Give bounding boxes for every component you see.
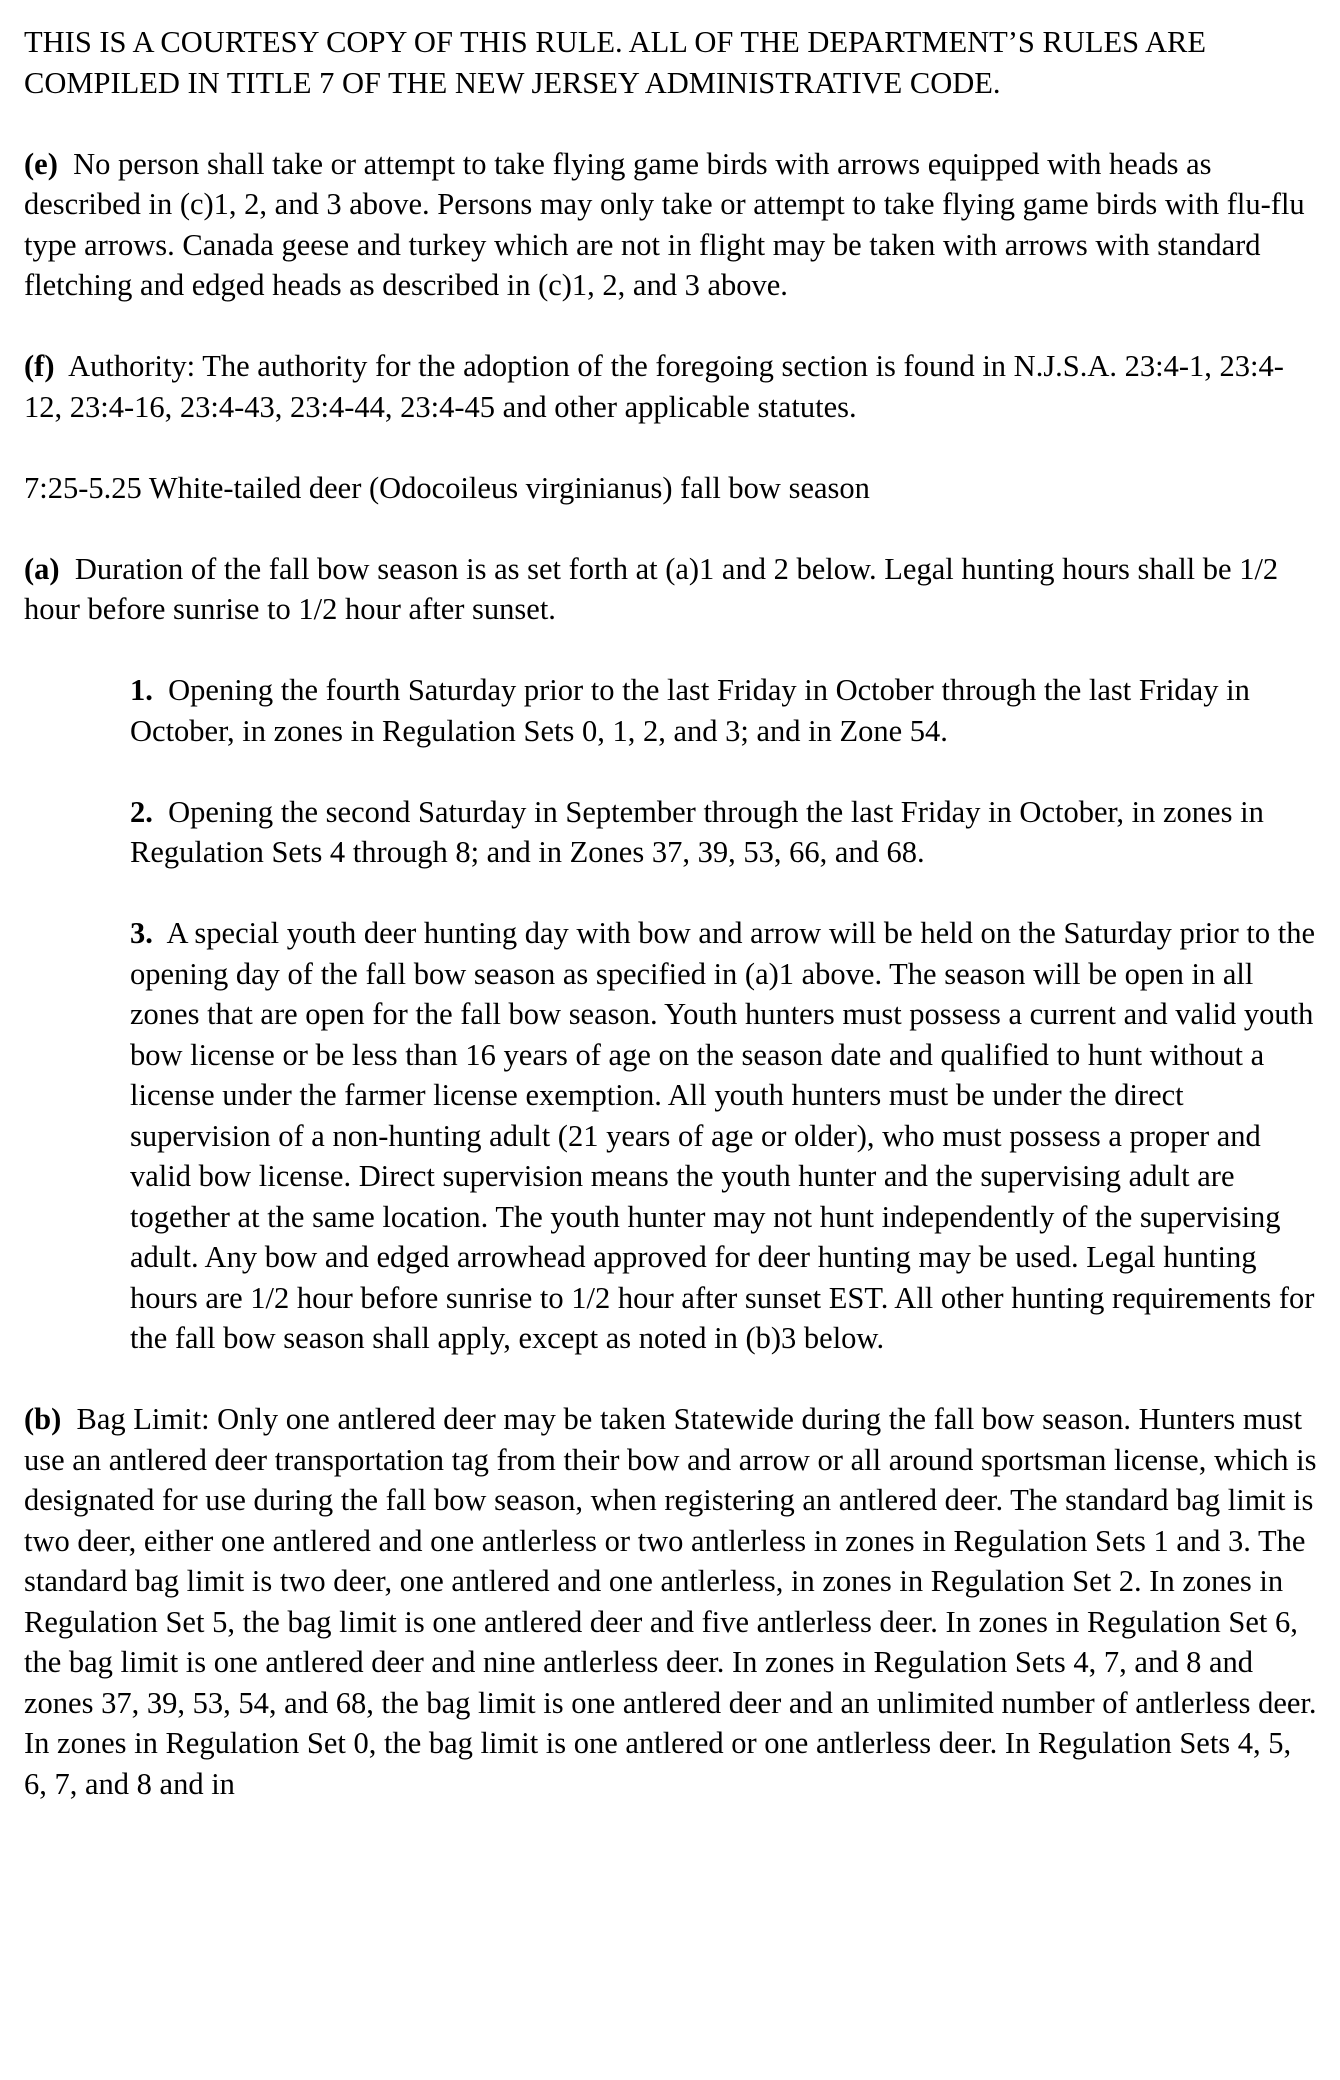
section-label: (e) (24, 146, 58, 181)
item-text: Opening the second Saturday in September through the last Friday in October, in zones in Regulation Sets 4 through 8; and in Zones 37, 39, 53, 66, and 68. (130, 794, 1264, 869)
list-item (130, 913, 1320, 1359)
spacer (24, 1359, 1320, 1400)
spacer (24, 103, 1320, 144)
spacer (24, 427, 1320, 468)
section-e (24, 144, 1320, 306)
section-label: (a) (24, 551, 60, 586)
item-label: 1. (130, 673, 153, 707)
section-text: Duration of the fall bow season is as set forth at (a)1 and 2 below. Legal hunting hours shall be 1/2 hour before sunrise to 1/2 hour after sunset. (24, 551, 1279, 626)
section-f (24, 346, 1320, 427)
document-page (24, 22, 1320, 1804)
item-text: A special youth deer hunting day with bow and arrow will be held on the Saturday prior to the opening day of the fall bow season as specified in (a)1 above. The season will be open in all zones that are open for the fall bow season. Youth hunters must possess a current and valid youth bow license or be less than 16 years of age on the season date and qualified to hunt without a license under the farmer license exemption. All youth hunters must be under the direct supervision of a non-hunting adult (21 years of age or older), who must possess a proper and valid bow license. Direct supervision means the youth hunter and the supervising adult are together at the same location. The youth hunter may not hunt independently of the supervising adult. Any bow and edged arrowhead approved for deer hunting may be used. Legal hunting hours are 1/2 hour before sunrise to 1/2 hour after sunset EST. All other hunting requirements for the fall bow season shall apply, except as noted in (b)3 below. (130, 916, 1316, 1355)
item-text: Opening the fourth Saturday prior to the last Friday in October through the last Friday in October, in zones in Regulation Sets 0, 1, 2, and 3; and in Zone 54. (130, 673, 1250, 748)
courtesy-notice: THIS IS A COURTESY COPY OF THIS RULE. ALL OF THE DEPARTMENT’S RULES ARE COMPILED IN TITLE 7 OF THE NEW JERSEY ADMINISTRATIVE CODE. (24, 25, 1207, 100)
section-label: (b) (24, 1402, 62, 1436)
section-text: No person shall take or attempt to take flying game birds with arrows equipped with heads as described in (c)1, 2, and 3 above. Persons may only take or attempt to take flying game birds with flu-flu type arrows. Canada geese and turkey which are not in flight may be taken with arrows with standard fletching and edged heads as described in (c)1, 2, and 3 above. (24, 146, 1305, 302)
item-label: 3. (130, 916, 153, 950)
section-b (24, 1399, 1320, 1804)
spacer (24, 306, 1320, 347)
spacer (24, 751, 1320, 792)
section-a (24, 549, 1320, 630)
rule-heading: 7:25-5.25 White-tailed deer (Odocoileus virginianus) fall bow season (24, 470, 870, 505)
section-text: Bag Limit: Only one antlered deer may be taken Statewide during the fall bow season. Hunters must use an antlered deer transportation tag from their bow and arrow or all around sportsman license, which is designated for use during the fall bow season, when registering an antlered deer. The standard bag limit is two deer, either one antlered and one antlerless or two antlerless in zones in Regulation Sets 1 and 3. The standard bag limit is two deer, one antlered and one antlerless, in zones in Regulation Set 2. In zones in Regulation Set 5, the bag limit is one antlered deer and five antlerless deer. In zones in Regulation Set 6, the bag limit is one antlered deer and nine antlerless deer. In zones in Regulation Sets 4, 7, and 8 and zones 37, 39, 53, 54, and 68, the bag limit is one antlered deer and an unlimited number of antlerless deer. In zones in Regulation Set 0, the bag limit is one antlered or one antlerless deer. In Regulation Sets 4, 5, 6, 7, and 8 and in (24, 1402, 1317, 1801)
section-label: (f) (24, 349, 55, 383)
list-item (130, 792, 1320, 873)
spacer (24, 873, 1320, 914)
item-label: 2. (130, 794, 153, 829)
section-text: Authority: The authority for the adoption of the foregoing section is found in N.J.S.A. 23:4-1, 23:4-12, 23:4-16, 23:4-43, 23:4-44, 23:4-45 and other applicable statutes. (24, 349, 1284, 424)
spacer (24, 508, 1320, 549)
list-item (130, 670, 1320, 751)
spacer (24, 630, 1320, 671)
